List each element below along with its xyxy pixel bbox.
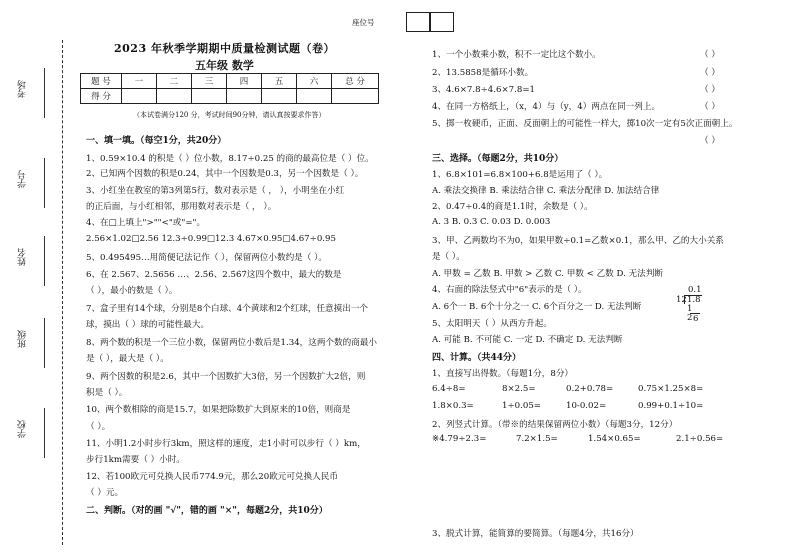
school-label: 学校 <box>18 420 28 438</box>
section1-line: 12、若100欧元可兑换人民币774.9元，那么20欧元可兑换人民币 <box>86 472 338 482</box>
long-division-bar <box>684 295 702 296</box>
section1-heading: 一、填一填。（每空1分，共20分） <box>86 136 227 146</box>
score-table-header-cell: 题 号 <box>81 74 122 89</box>
calc-item: 6.4÷8= <box>432 384 466 394</box>
vertical-calc-item: 1.54×0.65= <box>588 434 641 444</box>
vertical-calc-item: ※4.79÷2.3= <box>432 434 487 444</box>
section1-line: 4、在□上填上">""<"或"="。 <box>86 218 206 228</box>
choice-options: A. 3 B. 0.3 C. 0.03 D. 0.003 <box>432 217 551 227</box>
choice-options: A. 乘法交换律 B. 乘法结合律 C. 乘法分配律 D. 加法结合律 <box>432 186 660 196</box>
long-division-product: 1 2 <box>687 304 693 323</box>
section1-line: 10、两个数相除的商是15.7，如果把除数扩大到原来的10倍，则商是 <box>86 405 351 415</box>
name-label: 姓名 <box>18 248 28 266</box>
student-id-field[interactable] <box>44 158 45 208</box>
seat-number-label: 座位号 <box>352 18 375 27</box>
calc-item: 0.2+0.78= <box>566 384 614 394</box>
score-table-header-cell: 五 <box>262 74 297 89</box>
calc-item: 0.99+0.1÷10= <box>638 401 704 411</box>
section3-heading: 三、选择。（每题2分，共10分） <box>432 154 564 164</box>
score-cell[interactable] <box>297 89 332 104</box>
section4-sub1: 1、直接写出得数。（每题1分，8分） <box>432 369 574 379</box>
seat-number-box-1[interactable] <box>406 12 430 32</box>
judge-answer-paren[interactable]: （ ） <box>700 136 720 146</box>
score-cell[interactable] <box>332 89 379 104</box>
judge-item: 5、掷一枚硬币，正面、反面朝上的可能性一样大，掷10次一定有5次正面朝上。 <box>432 119 738 129</box>
judge-answer-paren[interactable]: （ ） <box>700 50 720 60</box>
section1-line: （ ）元。 <box>86 488 124 498</box>
section1-line: 步行1km需要（ ）小时。 <box>86 455 185 465</box>
long-division-bracket <box>684 295 685 304</box>
score-cell[interactable] <box>227 89 262 104</box>
section1-line: 1、0.59×10.4 的积是（ ）位小数，8.17÷0.25 的商的最高位是（ ）位。 <box>86 154 374 164</box>
score-table-header-cell: 二 <box>157 74 192 89</box>
exam-room-field[interactable] <box>44 68 45 118</box>
judge-item: 3、4.6×7.8÷4.6×7.8=1 <box>432 85 535 95</box>
section1-line: 11、小明1.2小时步行3km，照这样的速度，走1小时可以步行（ ）km， <box>86 439 366 449</box>
judge-item: 2、13.5858是循环小数。 <box>432 68 534 78</box>
binding-dashed-line <box>62 40 63 545</box>
section1-line: 7、盒子里有14个球，分别是8个白球、4个黄球和2个红球，任意摸出一个 <box>86 304 369 314</box>
long-division-divisor: 12 <box>676 295 687 305</box>
choice-question: 3、甲、乙两数均不为0，如果甲数÷0.1=乙数×0.1，那么甲、乙的大小关系 <box>432 236 724 246</box>
section1-line: 的正后面，与小红相邻，那用数对表示是（ ， ）。 <box>86 202 277 212</box>
section1-line: 5、0.495495…用简便记法记作（ ），保留两位小数约是（ ）。 <box>86 253 327 263</box>
long-division-quotient: 0.1 <box>688 285 702 295</box>
long-division-remainder: 6 <box>693 314 699 324</box>
exam-room-label: 考场 <box>18 80 28 98</box>
long-division-dividend: 1.8 <box>687 295 701 305</box>
seat-number-box-2[interactable] <box>430 12 454 32</box>
section1-line: 6、在 2.567、2.5656 …、2.5̇6̇、2.5̇6̇7̇这四个数中，最大的数是 <box>86 270 342 280</box>
judge-answer-paren[interactable]: （ ） <box>700 85 720 95</box>
choice-question: 5、太阳明天（ ）从西方升起。 <box>432 319 552 329</box>
score-table-header-row <box>81 74 379 89</box>
exam-title: 2023 年秋季学期期中质量检测试题（卷） <box>114 42 335 55</box>
calc-item: 1÷0.05= <box>502 401 542 411</box>
calc-item: 1.8×0.3= <box>432 401 474 411</box>
calc-item: 8×2.5= <box>502 384 536 394</box>
name-field[interactable] <box>44 236 45 286</box>
judge-answer-paren[interactable]: （ ） <box>700 68 720 78</box>
score-table-score-row <box>81 89 379 104</box>
section1-line: 9、两个因数的积是2.6，其中一个因数扩大3倍，另一个因数扩大2倍，则 <box>86 372 366 382</box>
section1-line: 球，摸出（ ）球的可能性最大。 <box>86 320 210 330</box>
judge-item: 4、在同一方格纸上，（x，4）与（y，4）两点在同一列上。 <box>432 102 661 112</box>
score-table-header-cell: 四 <box>227 74 262 89</box>
section1-line: 2、已知两个因数的积是0.24，其中一个因数是0.3，另一个因数是（ ）。 <box>86 169 364 179</box>
choice-options: A. 6个一 B. 6个十分之一 C. 6个百分之一 D. 无法判断 <box>432 302 642 312</box>
score-table <box>80 73 379 104</box>
long-division-subtract-line <box>690 313 700 314</box>
vertical-calc-item: 7.2×1.5= <box>516 434 558 444</box>
score-row-label: 得 分 <box>81 89 122 104</box>
choice-question-cont: 是（ ）。 <box>432 252 465 262</box>
score-cell[interactable] <box>192 89 227 104</box>
section4-sub3: 3、脱式计算，能简算的要简算。（每题4分，共16分） <box>432 529 639 539</box>
judge-answer-paren[interactable]: （ ） <box>700 102 720 112</box>
class-field[interactable] <box>44 318 45 368</box>
score-table-header-cell: 三 <box>192 74 227 89</box>
judge-item: 1、一个小数乘小数，积不一定比这个数小。 <box>432 50 601 60</box>
exam-subtitle: 五年级 数学 <box>195 59 254 72</box>
section1-line: 2.56×1.02□2.56 12.3÷0.99□12.3 4.67×0.95□4.67÷0.95 <box>86 234 336 244</box>
score-table-header-cell: 总 分 <box>332 74 379 89</box>
choice-question: 2、0.47÷0.4的商是1.1时，余数是（ ）。 <box>432 202 593 212</box>
student-id-label: 学号 <box>18 170 28 188</box>
score-table-header-cell: 一 <box>122 74 157 89</box>
calc-item: 0.75×1.25×8= <box>638 384 704 394</box>
school-field[interactable] <box>44 408 45 458</box>
exam-note: （本试卷满分120 分，考试时间90分钟，请认真按要求作答） <box>133 111 326 119</box>
section1-line: （ ）。 <box>86 422 111 432</box>
section4-sub2: 2、列竖式计算。（带※的结果保留两位小数）（每题3分，12分） <box>432 420 678 430</box>
section1-line: （ ），最小的数是（ ）。 <box>86 286 178 296</box>
choice-options: A. 可能 B. 不可能 C. 一定 D. 不确定 D. 无法判断 <box>432 335 623 345</box>
calc-item: 10-0.02= <box>566 401 607 411</box>
score-cell[interactable] <box>262 89 297 104</box>
section1-line: 是（ ），最大是（ ）。 <box>86 354 169 364</box>
section1-line: 8、两个数的积是一个三位小数，保留两位小数后是1.34，这两个数的商最小 <box>86 338 378 348</box>
section1-line: 积是（ ）。 <box>86 388 128 398</box>
score-cell[interactable] <box>122 89 157 104</box>
vertical-calc-item: 2.1÷0.56= <box>676 434 724 444</box>
section4-heading: 四、计算。（共44分） <box>432 353 522 363</box>
choice-question: 4、右面的除法竖式中"6"表示的是（ ）。 <box>432 285 587 295</box>
section2-heading: 二、判断。（对的画 "√"，错的画 "×"，每题2分，共10分） <box>86 506 328 516</box>
score-table-header-cell: 六 <box>297 74 332 89</box>
class-label: 班级 <box>18 330 28 348</box>
choice-options: A. 甲数 = 乙数 B. 甲数 > 乙数 C. 甲数 < 乙数 D. 无法判断 <box>432 269 663 279</box>
section1-line: 3、小红坐在教室的第3列第5行，数对表示是（ ， ），小明坐在小红 <box>86 186 345 196</box>
choice-question: 1、6.8×101=6.8×100+6.8是运用了（ ）。 <box>432 170 608 180</box>
score-cell[interactable] <box>157 89 192 104</box>
